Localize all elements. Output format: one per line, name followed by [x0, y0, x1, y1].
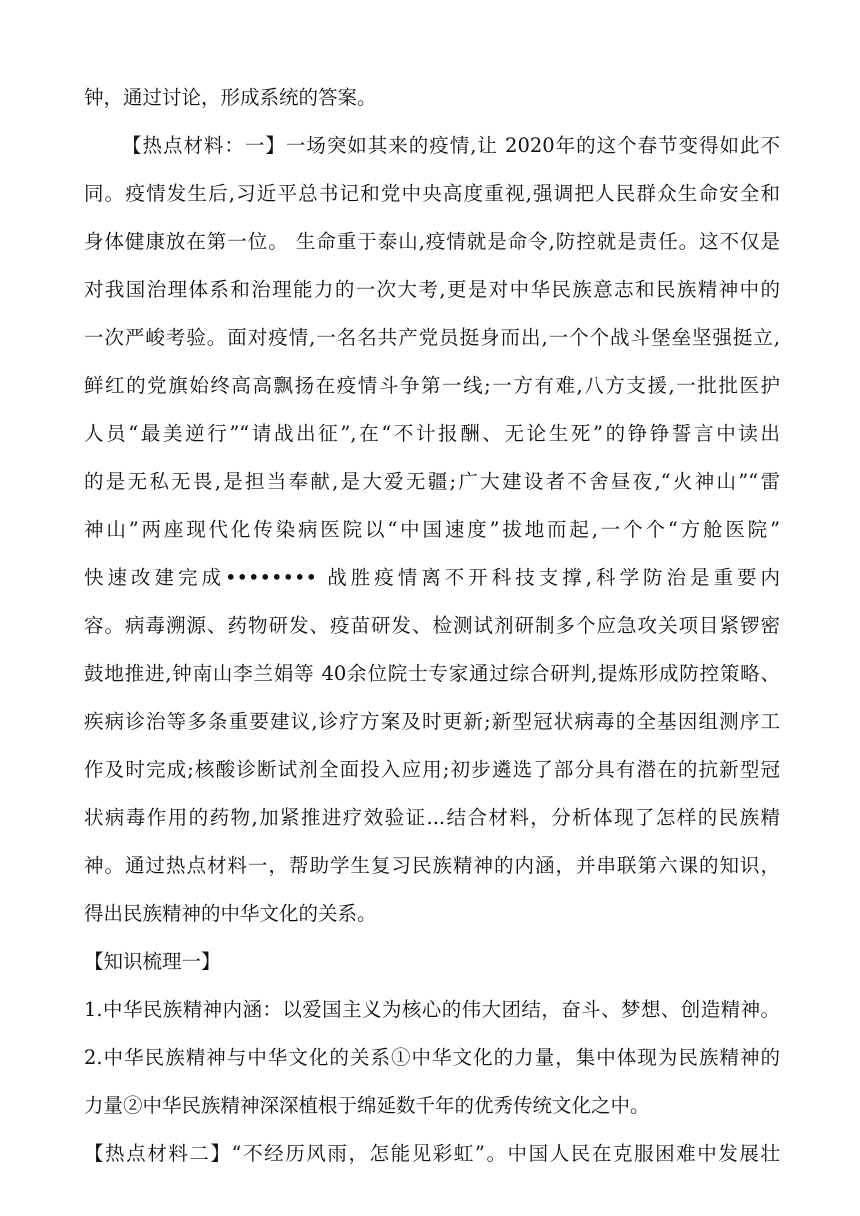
text-line: 一次严峻考验。面对疫情,一名名共产党员挺身而出,一个个战斗堡垒坚强挺立,	[84, 326, 780, 349]
text-line: 疾病诊治等多条重要建议,诊疗方案及时更新;新型冠状病毒的全基因组测序工	[84, 710, 780, 733]
text-line: 快速改建完成•••••••• 战胜疫情离不开科技支撑,科学防治是重要内	[84, 566, 780, 589]
section-heading: 【热点材料二】“不经历风雨，怎能见彩虹”。中国人民在克服困难中发展壮	[84, 1142, 780, 1165]
text-line: 身体健康放在第一位。 生命重于泰山,疫情就是命令,防控就是责任。这不仅是	[84, 230, 780, 253]
text-line: 钟，通过讨论，形成系统的答案。	[84, 86, 377, 109]
list-item: 2.中华民族精神与中华文化的关系①中华文化的力量，集中体现为民族精神的	[84, 1046, 780, 1069]
text-line: 对我国治理体系和治理能力的一次大考,更是对中华民族意志和民族精神中的	[84, 278, 780, 301]
text-line: 鲜红的党旗始终高高飘扬在疫情斗争第一线;一方有难,八方支援,一批批医护	[84, 374, 780, 397]
text-line: 力量②中华民族精神深深植根于绵延数千年的优秀传统文化之中。	[84, 1094, 650, 1117]
text-line: 作及时完成;核酸诊断试剂全面投入应用;初步遴选了部分具有潜在的抗新型冠	[84, 758, 780, 781]
text-line: 得出民族精神的中华文化的关系。	[84, 902, 377, 925]
text-line: 神。通过热点材料一，帮助学生复习民族精神的内涵，并串联第六课的知识，	[84, 854, 780, 877]
text-line: 状病毒作用的药物,加紧推进疗效验证...结合材料，分析体现了怎样的民族精	[84, 806, 780, 829]
text-line: 【热点材料：一】一场突如其来的疫情,让 2020年的这个春节变得如此不	[122, 134, 780, 157]
text-line: 人员“最美逆行”“请战出征”,在“不计报酬、无论生死”的铮铮誓言中读出	[84, 422, 780, 445]
text-line: 鼓地推进,钟南山李兰娟等 40余位院士专家通过综合研判,提炼形成防控策略、	[84, 662, 780, 685]
section-heading: 【知识梳理一】	[84, 950, 221, 973]
text-line: 神山”两座现代化传染病医院以“中国速度”拔地而起,一个个“方舱医院”	[84, 518, 780, 541]
list-item: 1.中华民族精神内涵：以爱国主义为核心的伟大团结，奋斗、梦想、创造精神。	[84, 998, 780, 1021]
text-line: 容。病毒溯源、药物研发、疫苗研发、检测试剂研制多个应急攻关项目紧锣密	[84, 614, 780, 637]
text-line: 同。疫情发生后,习近平总书记和党中央高度重视,强调把人民群众生命安全和	[84, 182, 780, 205]
text-line: 的是无私无畏,是担当奉献,是大爱无疆;广大建设者不舍昼夜,“火神山”“雷	[84, 470, 780, 493]
